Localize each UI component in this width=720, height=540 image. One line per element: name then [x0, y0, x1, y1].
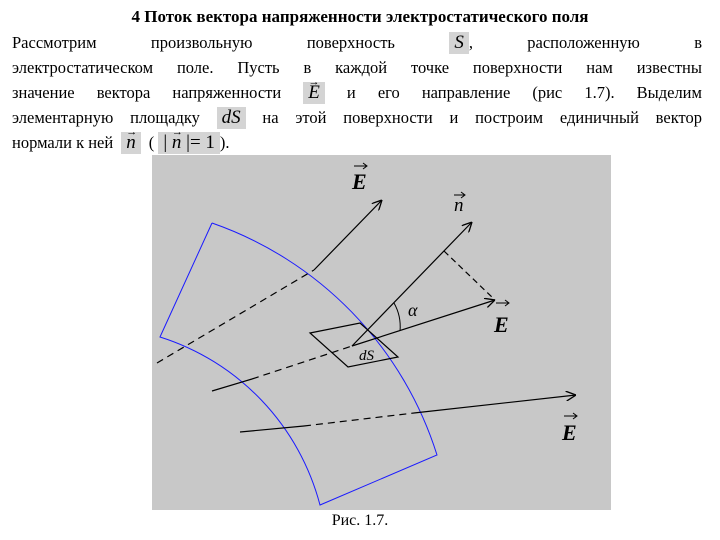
symbol-abs-n: | → n |= 1: [158, 132, 220, 154]
paragraph-line-5: [12, 130, 702, 155]
word: Выделим: [636, 83, 702, 102]
vector-n: → n: [126, 132, 136, 154]
word: значение: [12, 83, 75, 102]
field-line-bottom: [240, 426, 304, 432]
normal-vector-n: [352, 222, 472, 346]
word: этой: [295, 108, 327, 127]
field-line-bottom-arrow: [414, 395, 576, 413]
field-line-top: [314, 200, 382, 270]
figure-caption: Рис. 1.7.: [331, 512, 389, 529]
word: его: [377, 83, 400, 102]
word: Пусть: [237, 58, 280, 77]
word: (рис: [532, 83, 563, 102]
vector-E: → E: [308, 82, 320, 104]
word: единичный: [559, 108, 639, 127]
word: напряженности: [172, 83, 282, 102]
word: в: [694, 33, 702, 52]
comma: ,: [468, 33, 473, 52]
word: на: [262, 108, 279, 127]
figure-1-7: [152, 155, 611, 510]
field-line-bottom-dashed: [304, 413, 414, 426]
word: 1.7).: [584, 83, 615, 102]
symbol-n-vector: [121, 132, 141, 154]
word: поверхность: [306, 33, 395, 52]
abs-tail: |= 1: [186, 132, 215, 153]
word: нам: [586, 58, 613, 77]
label-E-top: E: [352, 169, 367, 194]
word: расположенную: [527, 33, 640, 52]
word: и: [346, 83, 356, 102]
field-line-top-dashed: [157, 270, 314, 363]
paragraph: [12, 30, 702, 155]
word: элементарную: [12, 108, 114, 127]
paragraph-line-3: [12, 80, 702, 105]
word: произвольную: [150, 33, 253, 52]
word: построим: [475, 108, 544, 127]
label-dS: dS: [359, 348, 374, 364]
figure-svg: [152, 155, 611, 510]
projection-line: [444, 251, 495, 300]
word: поверхности: [343, 108, 433, 127]
word: площадку: [130, 108, 200, 127]
label-E-bottom: E: [562, 420, 577, 445]
word: вектора: [96, 83, 151, 102]
paragraph-line-4: [12, 105, 702, 130]
open-paren: (: [148, 133, 155, 152]
vector-n-abs: → n: [172, 132, 182, 154]
label-alpha: α: [408, 300, 418, 320]
paragraph-line-1: [12, 30, 702, 55]
word: известны: [636, 58, 702, 77]
word: Рассмотрим: [12, 33, 97, 52]
word: вектор: [655, 108, 702, 127]
field-line-middle-dashed: [252, 346, 352, 379]
word: направление: [421, 83, 511, 102]
word: каждой: [335, 58, 388, 77]
section-title: 4 Поток вектора напряженности электростатического поля: [131, 7, 589, 26]
label-E-mid: E: [494, 312, 509, 337]
word: точке: [410, 58, 450, 77]
symbol-dS: dS: [217, 107, 246, 129]
paragraph-line-2: [12, 55, 702, 80]
angle-arc-alpha: [394, 303, 400, 331]
symbol-S: S: [449, 32, 469, 54]
word: и: [449, 108, 459, 127]
word: нормали к ней: [12, 133, 114, 152]
label-n: n: [454, 195, 464, 216]
word: в: [303, 58, 312, 77]
symbol-E-vector: [303, 82, 325, 104]
word: поверхности: [472, 58, 563, 77]
close-paren: ).: [219, 133, 230, 152]
word: электростатическом: [12, 58, 154, 77]
word: поле.: [176, 58, 214, 77]
